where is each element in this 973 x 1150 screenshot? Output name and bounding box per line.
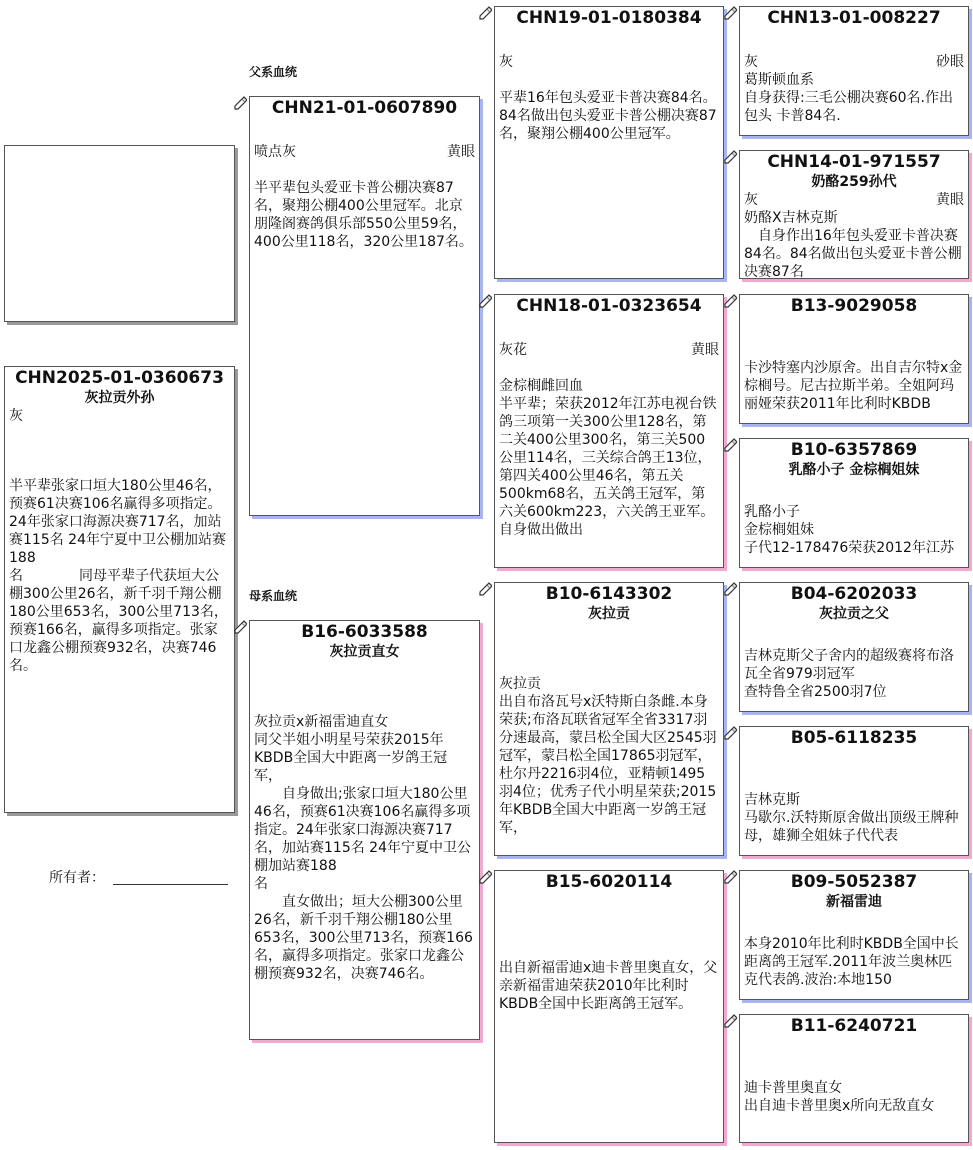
dsd-ring-number: B05-6118235: [790, 728, 918, 748]
sire-sire-notes: 平辈16年包头爱亚卡普决赛84名。84名做出包头爱亚卡普公棚决赛87名，聚翔公棚400公里冠军。: [499, 90, 717, 142]
sire-dam-card[interactable]: [494, 294, 724, 568]
dam-name: 灰拉贡直女: [329, 644, 400, 660]
edit-pencil-icon[interactable]: [723, 150, 737, 164]
ddd-ring-number: B11-6240721: [790, 1016, 918, 1036]
dss-name: 灰拉贡之父: [819, 606, 889, 622]
dds-name: 新福雷迪: [826, 894, 882, 910]
sire-sire-color: 灰: [499, 54, 513, 70]
owner-signature-line: [113, 884, 228, 885]
edit-pencil-icon[interactable]: [478, 6, 492, 20]
dam-sire-color: 灰拉贡: [499, 676, 541, 692]
dam-dam-notes: 出自新福雷迪x迪卡普里奥直女，父亲新福雷迪荣获2010年比利时KBDB全国中长距离鸽王冠军。: [499, 960, 718, 1012]
ssd-color: 灰: [744, 192, 758, 208]
sds-notes: 卡沙特塞内沙原舍。出自吉尔特x金棕榈号。尼古拉斯半弟。全姐阿玛丽娅荣获2011年比利时KBDB: [744, 360, 963, 412]
subject-name: 灰拉贡外孙: [84, 390, 155, 406]
edit-pencil-icon[interactable]: [723, 294, 737, 308]
sire-sire-dam-card[interactable]: [739, 150, 969, 279]
dam-notes: 灰拉贡x新福雷迪直女 同父半姐小明星号荣获2015年KBDB全国大中距离一岁鸽王冠军， 自身做出;张家口垣大180公里46名，预赛61决赛106名赢得多项指定。24年张家口海源决赛717名，加站赛115名 24年宁夏中卫公棚加站赛188 名 直女做出；垣大公棚300公里26名，新千羽千翔公棚180公里653名，300公里713名，预赛166名，赢得多项指定。张家口龙鑫公棚预赛932名，决赛746名。: [254, 714, 473, 982]
dam-dam-ring-number: B15-6020114: [545, 872, 673, 892]
dam-sire-dam-card[interactable]: [739, 726, 969, 856]
sss-color: 灰: [744, 54, 758, 70]
dds-ring-number: B09-5052387: [790, 872, 918, 892]
sds-ring-number: B13-9029058: [790, 296, 918, 316]
dam-sire-notes: 出自布洛瓦号x沃特斯白条雌.本身荣获;布洛瓦联省冠军全省3317羽分速最高，蒙吕松全国大区2545羽冠军，蒙吕松全国17865羽冠军，杜尔丹2216羽4位，亚精顿1495羽4位；优秀子代小明星荣获;2015年KBDB全国大中距离一岁鸽王冠军，: [499, 694, 717, 836]
ssd-notes: 奶酪X吉林克斯 自身作出16年包头爱亚卡普决赛84名。84名做出包头爱亚卡普公棚决赛87名: [744, 210, 962, 279]
sire-dam-eye: 黄眼: [691, 342, 719, 358]
sss-ring-number: CHN13-01-008227: [767, 8, 941, 28]
ddd-notes: 迪卡普里奥直女 出自迪卡普里奥x所向无敌直女: [744, 1080, 935, 1114]
edit-pencil-icon[interactable]: [723, 726, 737, 740]
sire-ring-number: CHN21-01-0607890: [271, 98, 458, 118]
sire-card[interactable]: [249, 96, 480, 516]
photo-frame: [4, 145, 235, 322]
owner-label: 所有者：: [49, 870, 105, 886]
dam-dam-card[interactable]: [494, 870, 724, 1143]
dam-card[interactable]: [249, 620, 480, 1040]
edit-pencil-icon[interactable]: [478, 870, 492, 884]
dss-ring-number: B04-6202033: [790, 584, 918, 604]
subject-notes: 半平辈张家口垣大180公里46名，预赛61决赛106名赢得多项指定。24年张家口海源决赛717名，加站赛115名 24年宁夏中卫公棚加站赛188 名 同母平辈子代获垣大公棚300公里26名，新千羽千翔公棚180公里653名，300公里713名，预赛166名，赢得多项指定。张家口龙鑫公棚预赛932名，决赛746名。: [9, 478, 228, 674]
sire-dam-ring-number: CHN18-01-0323654: [516, 296, 702, 316]
sire-sire-card[interactable]: [494, 6, 724, 279]
sss-eye: 砂眼: [936, 54, 964, 70]
sire-dam-notes: 金棕榈雌回血 半平辈；荣获2012年江苏电视台铁鸽三项第一关300公里128名，第二关400公里300名，第三关500公里114名，三关综合鸽王13位，第四关400公里46名，第五关500km68名，五关鸽王冠军，第六关600km223，六关鸽王亚军。自身做出做出: [499, 378, 717, 538]
edit-pencil-icon[interactable]: [723, 1014, 737, 1028]
dam-sire-sire-card[interactable]: [739, 582, 969, 712]
edit-pencil-icon[interactable]: [478, 582, 492, 596]
sire-eye: 黄眼: [447, 144, 475, 160]
edit-pencil-icon[interactable]: [478, 294, 492, 308]
sire-sire-sire-card[interactable]: [739, 6, 969, 136]
ssd-eye: 黄眼: [936, 192, 964, 208]
edit-pencil-icon[interactable]: [233, 96, 247, 110]
dam-dam-sire-card[interactable]: [739, 870, 969, 1000]
sdd-notes: 乳酪小子 金棕榈姐妹 子代12-178476荣获2012年江苏: [744, 504, 954, 556]
ssd-name: 奶酪259孙代: [811, 174, 897, 190]
edit-pencil-icon[interactable]: [233, 620, 247, 634]
edit-pencil-icon[interactable]: [723, 870, 737, 884]
subject-card[interactable]: [4, 366, 235, 813]
sire-dam-color: 灰花: [499, 342, 527, 358]
sire-sire-ring-number: CHN19-01-0180384: [516, 8, 702, 28]
dds-notes: 本身2010年比利时KBDB全国中长距离鸽王冠军.2011年波兰奥林匹克代表鸽.波治:本地150: [744, 936, 959, 988]
edit-pencil-icon[interactable]: [723, 582, 737, 596]
sire-color: 喷点灰: [254, 144, 296, 160]
sss-notes: 葛斯顿血系 自身获得:三毛公棚决赛60名.作出包头 卡普84名.: [744, 72, 953, 124]
dam-ring-number: B16-6033588: [301, 622, 428, 642]
dsd-notes: 吉林克斯 马歇尔.沃特斯原舍做出顶级王牌种母，雄狮全姐妹子代代表: [744, 792, 959, 844]
dam-line-label: 母系血统: [249, 589, 298, 603]
sire-dam-dam-card[interactable]: [739, 438, 969, 568]
sdd-ring-number: B10-6357869: [790, 440, 918, 460]
dam-sire-name: 灰拉贡: [588, 606, 630, 622]
sire-dam-sire-card[interactable]: [739, 294, 969, 424]
subject-color: 灰: [9, 408, 23, 424]
subject-ring-number: CHN2025-01-0360673: [15, 368, 224, 388]
sire-line-label: 父系血统: [249, 65, 298, 79]
dss-notes: 吉林克斯父子舍内的超级赛将布洛瓦全省979羽冠军 查特鲁全省2500羽7位: [744, 648, 954, 700]
dam-dam-dam-card[interactable]: [739, 1014, 969, 1143]
ssd-ring-number: CHN14-01-971557: [767, 152, 941, 172]
dam-sire-ring-number: B10-6143302: [545, 584, 673, 604]
edit-pencil-icon[interactable]: [723, 438, 737, 452]
sdd-name: 乳酪小子 金棕榈姐妹: [788, 462, 920, 478]
sire-notes: 半平辈包头爱亚卡普公棚决赛87名，聚翔公棚400公里冠军。北京朋隆阁赛鸽俱乐部550公里59名，400公里118名，320公里187名。: [254, 180, 473, 250]
edit-pencil-icon[interactable]: [723, 6, 737, 20]
dam-sire-card[interactable]: [494, 582, 724, 856]
